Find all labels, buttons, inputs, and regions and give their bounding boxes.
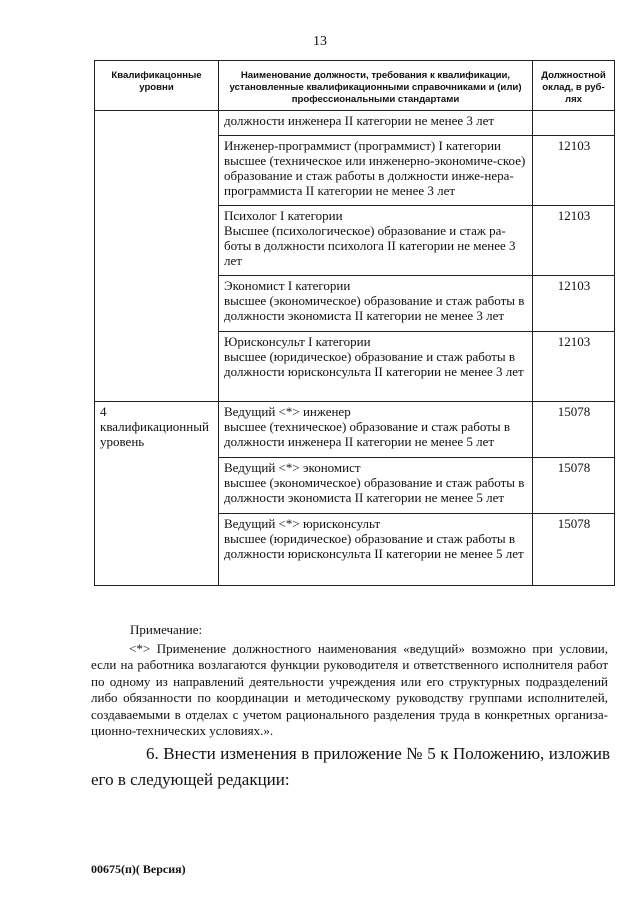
- salary-cell: 15078: [533, 514, 615, 586]
- position-requirements: должности инженера II категории не менее 3 лет: [224, 113, 495, 128]
- position-requirements: высшее (юридическое) образование и стаж работы в должности юрисконсульта II категории не менее 3 лет: [224, 349, 524, 379]
- position-requirements: высшее (техническое) образование и стаж работы в должности инженера II категории не менее 5 лет: [224, 419, 510, 449]
- position-requirements: высшее (экономическое) образование и стаж работы в должности экономиста II категории не менее 5 лет: [224, 475, 525, 505]
- page-number: 13: [313, 34, 327, 49]
- salary-cell: 12103: [533, 206, 615, 276]
- position-name: Ведущий <*> экономист: [224, 460, 361, 475]
- salary-cell: [533, 111, 615, 136]
- position-requirements: Высшее (психологическое) образование и стаж ра-боты в должности психолога II категории не менее 3 лет: [224, 223, 516, 268]
- salary-cell: 15078: [533, 458, 615, 514]
- position-cell: [219, 276, 533, 332]
- level-cell: 4 квалификационный уровень: [95, 402, 219, 586]
- position-requirements: высшее (техническое или инженерно-экономиче-ское) образование и стаж работы в должности инже-нера-программиста II категории не менее 3 лет: [224, 153, 526, 198]
- position-name: Ведущий <*> инженер: [224, 404, 351, 419]
- position-cell: [219, 332, 533, 402]
- table-header-row: [95, 61, 615, 111]
- salary-cell: 12103: [533, 276, 615, 332]
- header-salary: Должностной оклад, в руб-лях: [533, 61, 615, 111]
- table-row: [95, 402, 615, 458]
- position-cell: [219, 458, 533, 514]
- level-cell: [95, 111, 219, 402]
- main-paragraph-text: 6. Внести изменения в приложение № 5 к Положению, изложив его в следующей редакции:: [91, 744, 610, 789]
- note-text: [91, 641, 608, 739]
- document-code: 00675(п)( Версия): [91, 862, 186, 876]
- header-position: Наименование должности, требования к квалификации, установленные квалификационными справочниками и (или) профессиональными стандартами: [219, 61, 533, 111]
- position-requirements: высшее (юридическое) образование и стаж работы в должности юрисконсульта II категории не менее 5 лет: [224, 531, 524, 561]
- salary-cell: 12103: [533, 332, 615, 402]
- position-cell: [219, 136, 533, 206]
- position-requirements: высшее (экономическое) образование и стаж работы в должности экономиста II категории не менее 3 лет: [224, 293, 525, 323]
- qualification-table: [94, 60, 615, 586]
- position-cell: [219, 206, 533, 276]
- salary-cell: 15078: [533, 402, 615, 458]
- table-row: [95, 111, 615, 136]
- salary-cell: 12103: [533, 136, 615, 206]
- position-cell: [219, 402, 533, 458]
- position-cell: [219, 514, 533, 586]
- position-name: Психолог I категории: [224, 208, 343, 223]
- position-name: Юрисконсульт I категории: [224, 334, 371, 349]
- note-title: Примечание:: [130, 622, 203, 637]
- position-name: Инженер-программист (программист) I категории: [224, 138, 501, 153]
- position-cell: [219, 111, 533, 136]
- main-paragraph: [91, 741, 610, 793]
- position-name: Экономист I категории: [224, 278, 351, 293]
- note-body: <*> Применение должностного наименования «ведущий» возможно при условии, если на работника возлагаются функции руководителя и ответственного исполнителя работ по одному из направлений деятельности учреждения или его структурных подразделений либо обязанности по координации и методическому руководству группами исполнителей, создаваемыми в отделах с учетом рационального разделения труда в конкретных организа-ционно-технических условиях.».: [91, 641, 608, 739]
- header-level: Квалификацонные уровни: [95, 61, 219, 111]
- position-name: Ведущий <*> юрисконсульт: [224, 516, 381, 531]
